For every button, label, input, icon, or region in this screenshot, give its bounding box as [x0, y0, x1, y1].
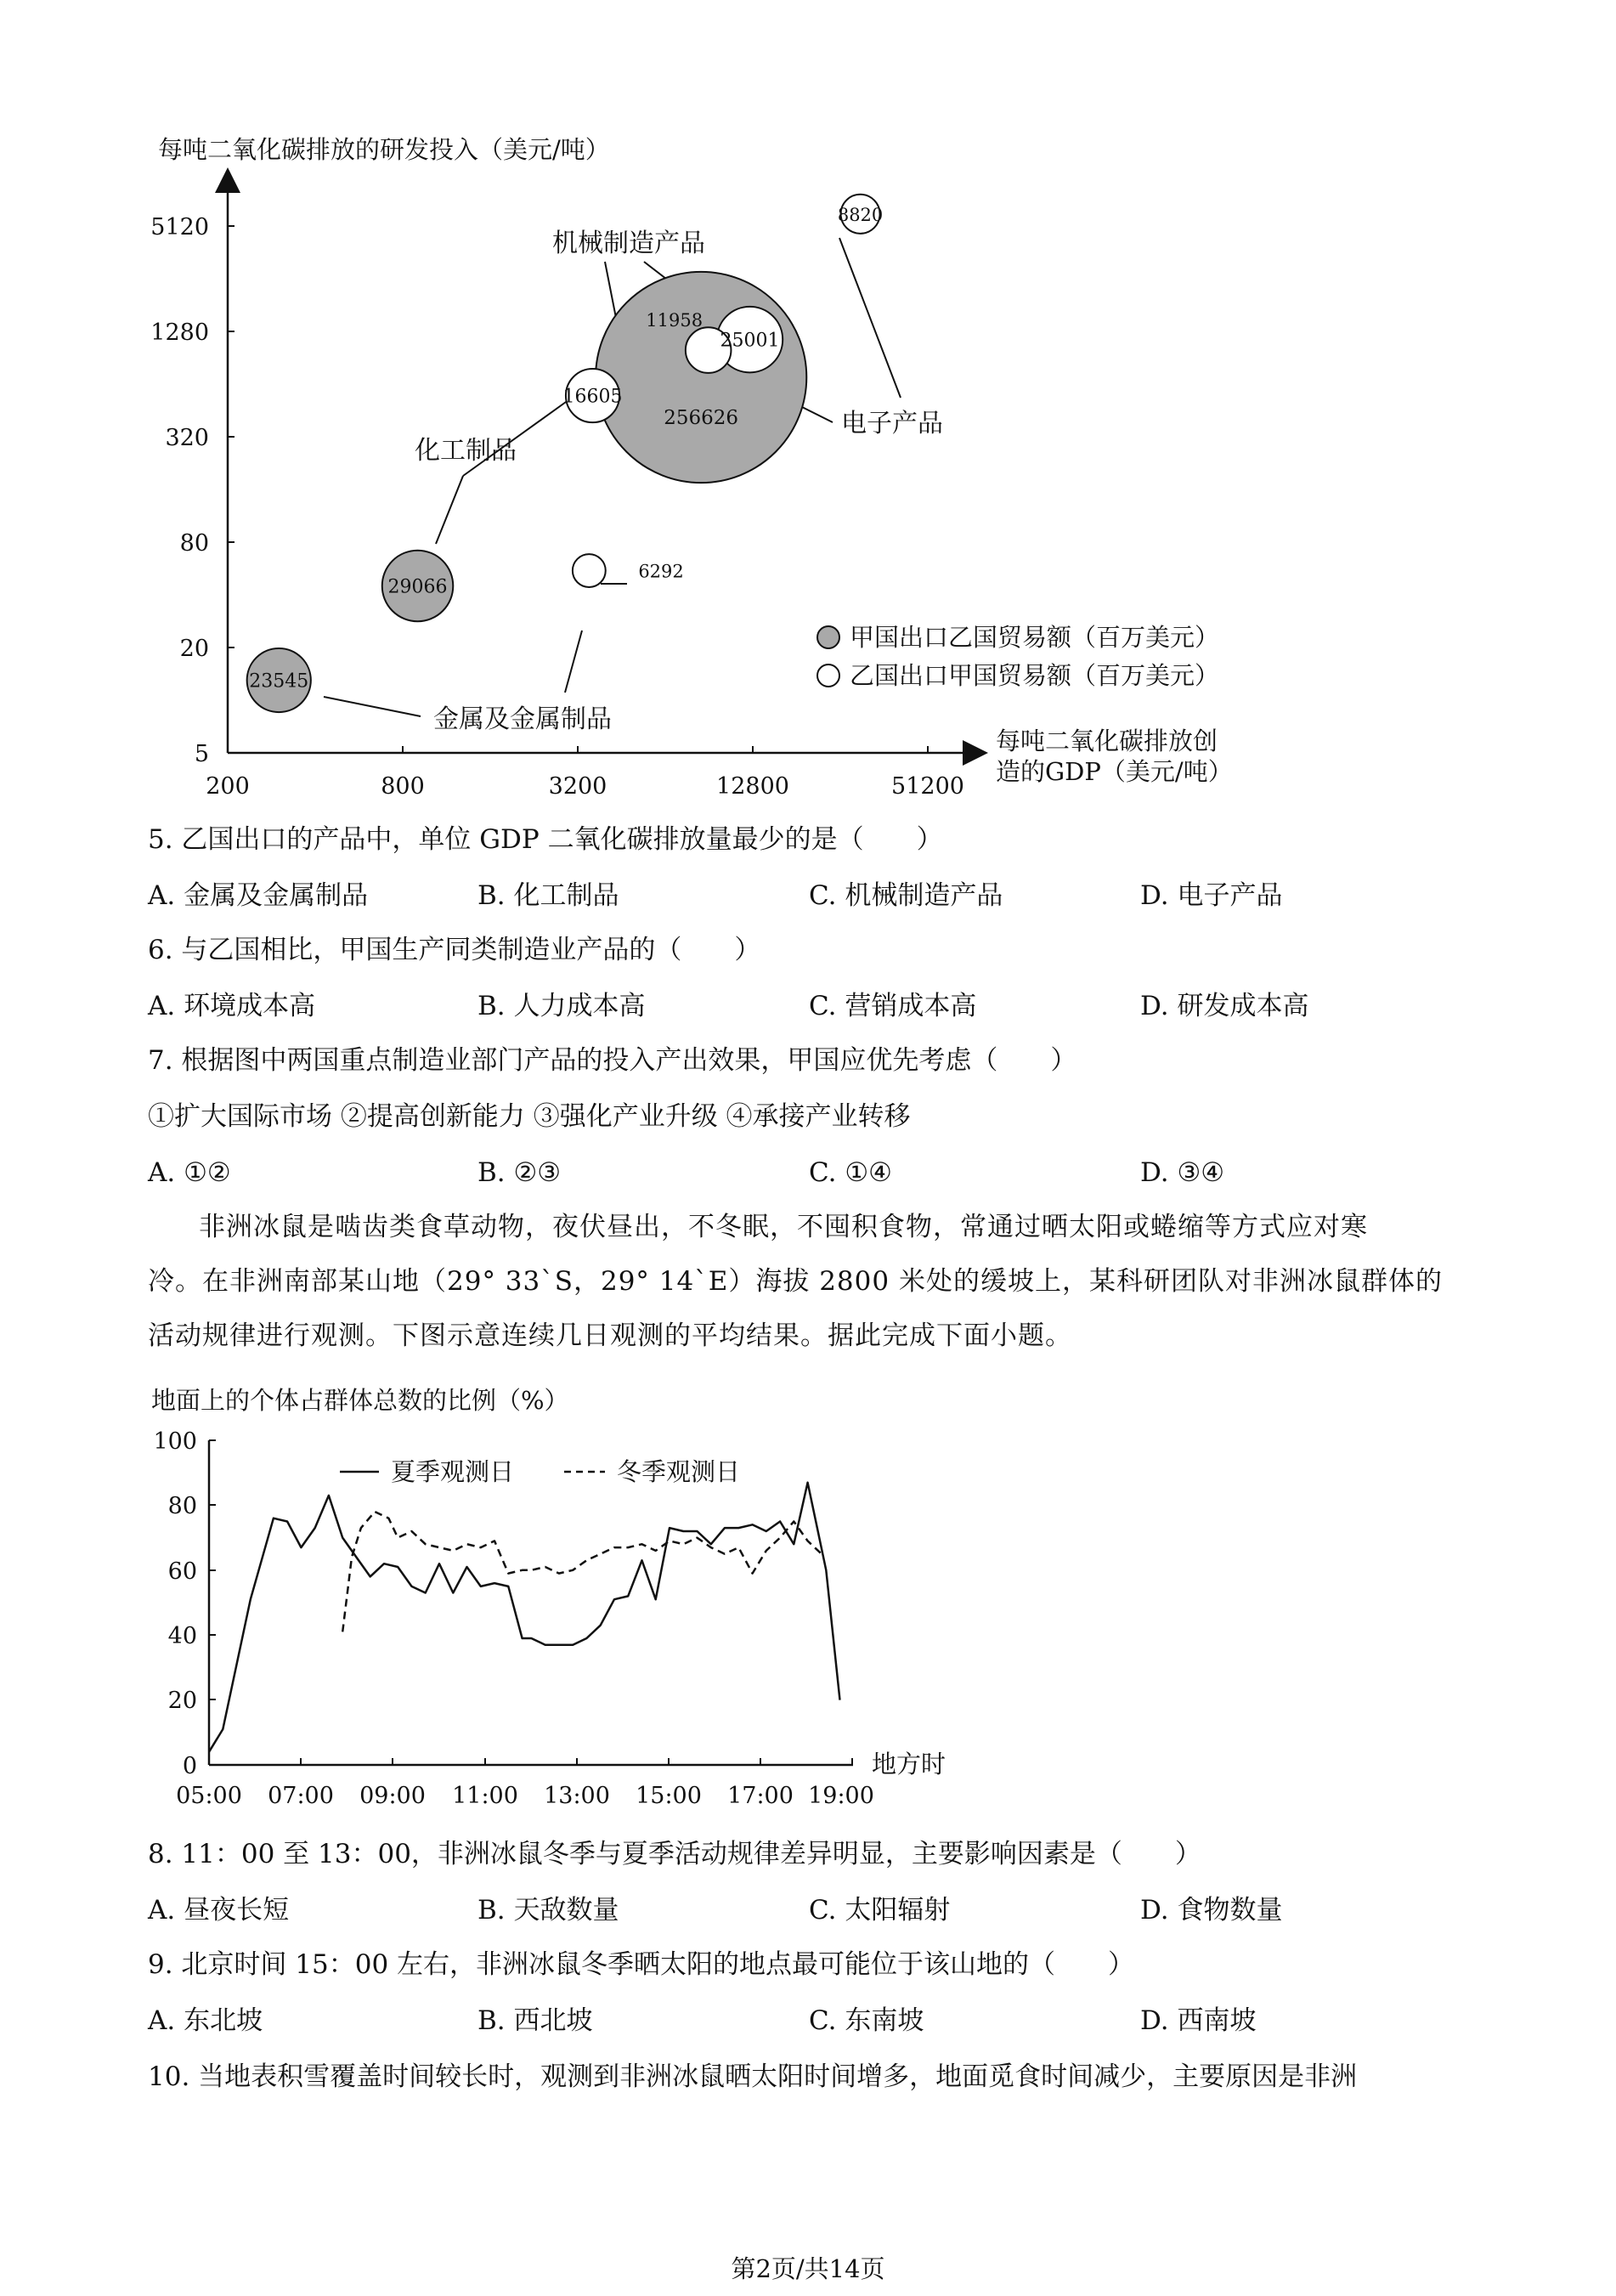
bubble [596, 272, 806, 483]
option: B. 化工制品 [477, 880, 619, 911]
x-axis-title: 地方时 [872, 1750, 946, 1779]
y-tick-label: 80 [167, 1493, 197, 1519]
bubble-value-label: 256626 [664, 406, 739, 429]
legend-label: 乙国出口甲国贸易额（百万美元） [850, 661, 1220, 690]
bubble-value-label: 8820 [837, 204, 884, 225]
y-tick-label: 5 [194, 741, 209, 767]
leader-line [839, 238, 901, 398]
y-tick-label: 5120 [150, 214, 209, 240]
x-tick-label: 05:00 [176, 1783, 242, 1809]
x-tick-label: 19:00 [808, 1783, 874, 1809]
x-tick-label: 15:00 [636, 1783, 702, 1809]
option: D. 研发成本高 [1140, 991, 1309, 1021]
leader-line [436, 476, 463, 544]
legend [340, 1457, 740, 1486]
leader-line [605, 262, 616, 318]
leader-lines [324, 238, 901, 716]
x-axis-title-line2: 造的GDP（美元/吨） [996, 757, 1233, 786]
option: C. 营销成本高 [809, 991, 977, 1021]
question-8-stem: 8. 11：00 至 13：00，非洲冰鼠冬季与夏季活动规律差异明显，主要影响因素是（ ） [148, 1839, 1201, 1869]
series-line-winter [342, 1512, 822, 1632]
question-7-choices: ①扩大国际市场 ②提高创新能力 ③强化产业升级 ④承接产业转移 [148, 1101, 911, 1132]
label-metals: 金属及金属制品 [433, 704, 612, 734]
bubble [573, 554, 606, 587]
y-tick-label: 60 [167, 1558, 197, 1585]
x-axis-title-line1: 每吨二氧化碳排放创 [996, 727, 1218, 755]
x-tick-label: 17:00 [727, 1783, 794, 1809]
x-tick-label: 200 [206, 773, 250, 800]
bubble-chart [0, 0, 1616, 816]
y-ticks [150, 214, 234, 767]
bubble-value-label: 16605 [562, 386, 623, 408]
option: B. 西北坡 [477, 2005, 593, 2036]
x-tick-label: 09:00 [359, 1783, 426, 1809]
legend-swatch-filled [817, 626, 839, 648]
question-7-stem: 7. 根据图中两国重点制造业部门产品的投入产出效果，甲国应优先考虑（ ） [148, 1045, 1077, 1076]
y-tick-label: 20 [179, 636, 209, 662]
y-ticks [153, 1428, 216, 1779]
x-tick-label: 11:00 [452, 1783, 518, 1809]
option: A. 东北坡 [148, 2005, 263, 2036]
y-axis-title: 地面上的个体占群体总数的比例（%） [151, 1386, 569, 1415]
y-tick-label: 40 [167, 1623, 197, 1649]
bubble-value-label: 6292 [638, 561, 684, 582]
bubble-value-label: 23545 [249, 670, 309, 693]
legend-label: 甲国出口乙国贸易额（百万美元） [850, 623, 1220, 652]
y-axis-title: 每吨二氧化碳排放的研发投入（美元/吨） [158, 135, 610, 164]
y-tick-label: 1280 [150, 320, 209, 346]
option: D. ③④ [1140, 1157, 1225, 1188]
option: C. ①④ [809, 1157, 892, 1188]
legend-label: 冬季观测日 [617, 1457, 741, 1486]
y-tick-label: 100 [153, 1428, 197, 1455]
legend-label: 夏季观测日 [391, 1457, 515, 1486]
x-tick-label: 13:00 [544, 1783, 610, 1809]
question-10-stem: 10. 当地表积雪覆盖时间较长时，观测到非洲冰鼠晒太阳时间增多，地面觅食时间减少，主要原因是非洲 [148, 2061, 1358, 2092]
option: A. ①② [148, 1157, 231, 1188]
passage-line: 非洲冰鼠是啮齿类食草动物，夜伏昼出，不冬眠，不囤积食物，常通过晒太阳或蜷缩等方式应对寒 [199, 1212, 1368, 1242]
option: A. 金属及金属制品 [148, 880, 369, 911]
leader-line [565, 631, 582, 693]
option: D. 西南坡 [1140, 2005, 1257, 2036]
x-tick-label: 51200 [891, 773, 964, 800]
y-tick-label: 20 [167, 1688, 197, 1714]
x-tick-label: 800 [381, 773, 425, 800]
option: C. 东南坡 [809, 2005, 924, 2036]
label-chemicals: 化工制品 [415, 436, 517, 466]
option: C. 太阳辐射 [809, 1895, 951, 1926]
label-electronics: 电子产品 [841, 409, 943, 438]
option: D. 食物数量 [1140, 1895, 1283, 1926]
page-number: 第2页/共14页 [731, 2254, 885, 2283]
bubble-value-label: 29066 [387, 576, 448, 598]
series-line-summer [209, 1483, 840, 1752]
legend [817, 623, 1219, 690]
y-tick-label: 80 [179, 530, 209, 557]
option: B. 天敌数量 [477, 1895, 619, 1926]
x-ticks [206, 746, 964, 800]
passage-line: 活动规律进行观测。下图示意连续几日观测的平均结果。据此完成下面小题。 [148, 1320, 1072, 1351]
x-tick-label: 3200 [548, 773, 607, 800]
bubble-value-label: 25001 [720, 330, 780, 352]
question-5-stem: 5. 乙国出口的产品中，单位 GDP 二氧化碳排放量最少的是（ ） [148, 824, 943, 855]
option: A. 环境成本高 [148, 991, 316, 1021]
question-6-stem: 6. 与乙国相比，甲国生产同类制造业产品的（ ） [148, 935, 761, 965]
y-tick-label: 0 [182, 1753, 197, 1779]
bubble-value-label: 11958 [646, 310, 703, 331]
leader-line [324, 697, 421, 716]
x-tick-label: 12800 [716, 773, 789, 800]
option: D. 电子产品 [1140, 880, 1283, 911]
label-machinery: 机械制造产品 [552, 229, 705, 258]
option: A. 昼夜长短 [148, 1895, 290, 1926]
option: B. 人力成本高 [477, 991, 646, 1021]
option: C. 机械制造产品 [809, 880, 1003, 911]
question-9-stem: 9. 北京时间 15：00 左右，非洲冰鼠冬季晒太阳的地点最可能位于该山地的（ ） [148, 1949, 1135, 1980]
legend-swatch-hollow [817, 664, 839, 687]
y-tick-label: 320 [165, 425, 209, 451]
passage-line: 冷。在非洲南部某山地（29° 33`S，29° 14`E）海拔 2800 米处的缓坡上，某科研团队对非洲冰鼠群体的 [148, 1266, 1443, 1297]
line-chart [0, 1368, 1616, 1810]
option: B. ②③ [477, 1157, 562, 1188]
x-tick-label: 07:00 [268, 1783, 334, 1809]
